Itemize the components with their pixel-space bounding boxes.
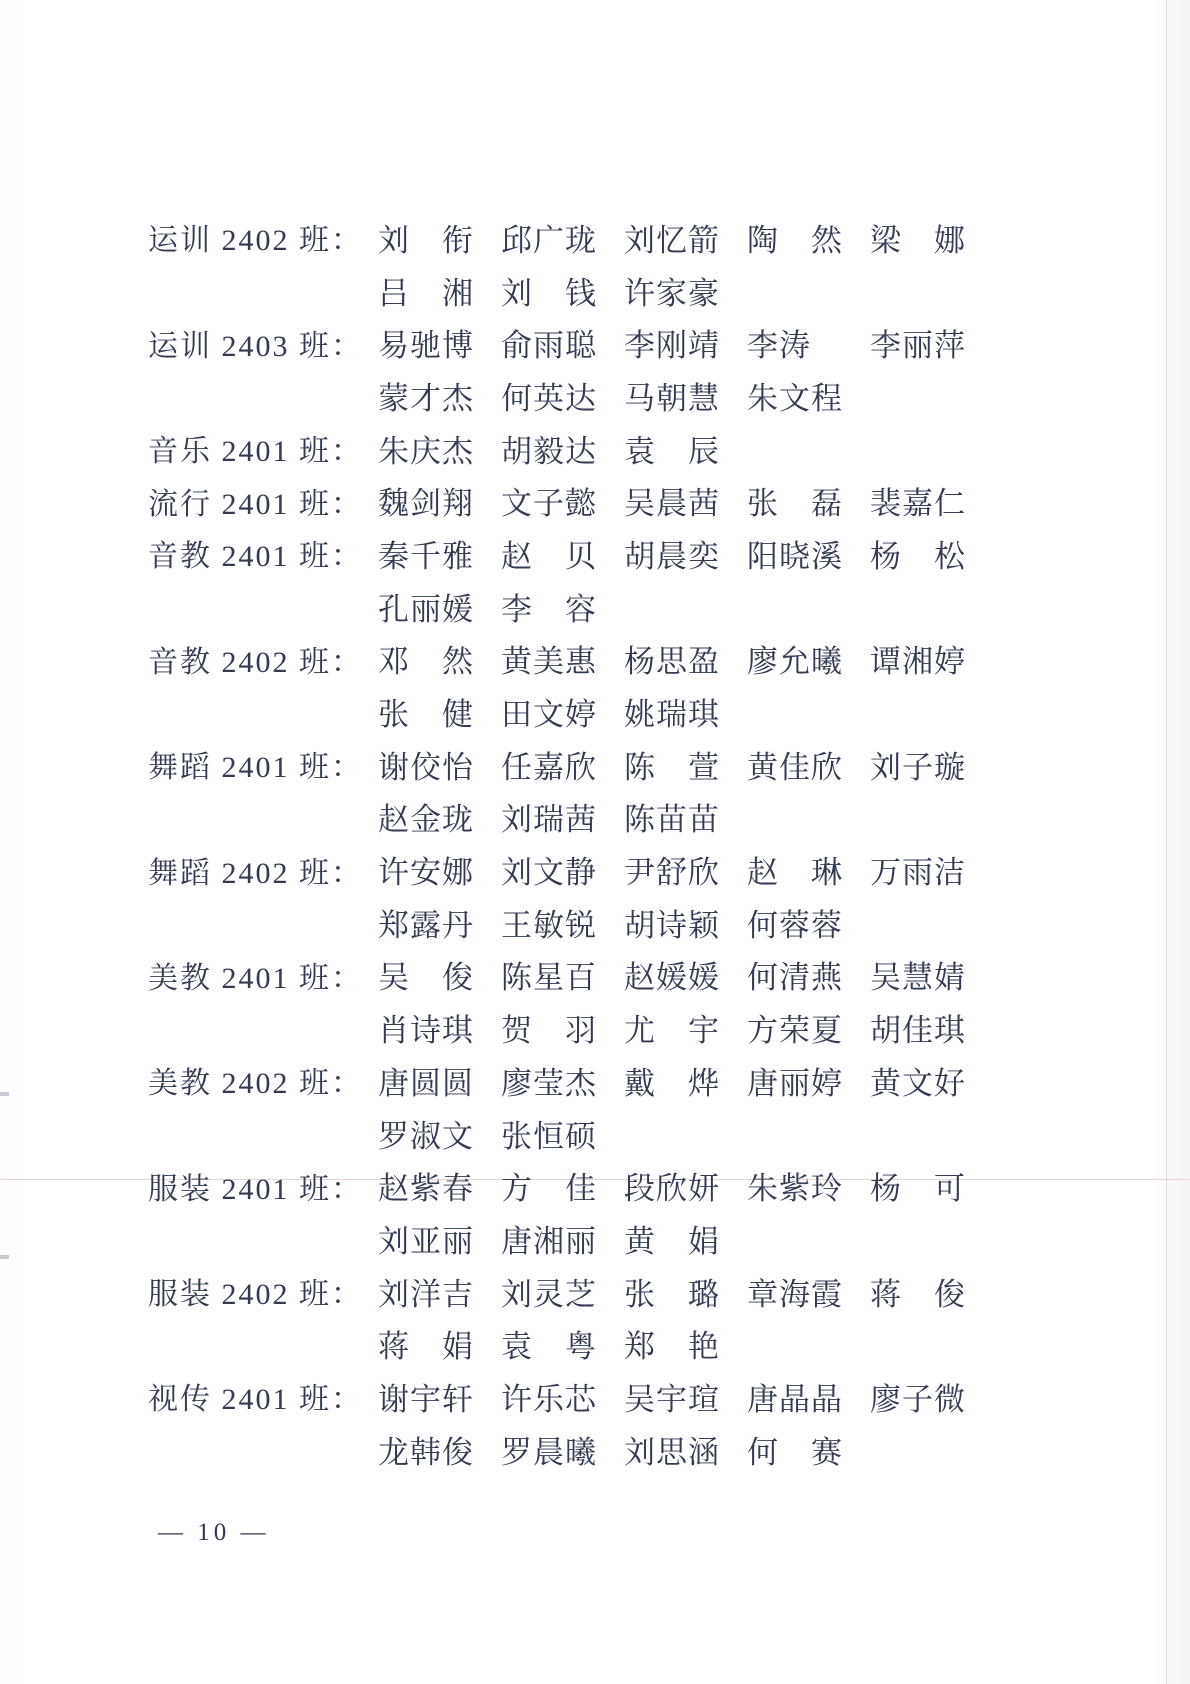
student-name: 唐湘丽 xyxy=(501,1223,597,1259)
student-name: 廖莹杰 xyxy=(501,1065,597,1101)
roster-row xyxy=(0,422,1190,475)
student-name: 李丽萍 xyxy=(870,328,966,364)
roster-row xyxy=(0,1001,1190,1054)
student-names-line xyxy=(378,478,993,523)
student-name: 陈 萱 xyxy=(624,749,720,785)
student-name: 吕 湘 xyxy=(378,275,474,311)
student-name: 刘灵芝 xyxy=(501,1276,597,1312)
class-label: 流行 2401 班： xyxy=(148,487,363,521)
roster-row xyxy=(0,1317,1190,1370)
roster-row xyxy=(0,1212,1190,1265)
roster-row xyxy=(0,369,1190,422)
student-names-line xyxy=(378,1374,993,1419)
student-name: 李涛 xyxy=(747,328,811,364)
student-name: 俞雨聪 xyxy=(501,328,597,364)
student-name: 姚瑞琪 xyxy=(624,697,720,733)
student-name: 许乐芯 xyxy=(501,1381,597,1417)
student-name: 杨 可 xyxy=(870,1171,966,1207)
student-names-line xyxy=(378,1427,870,1472)
student-name: 赵媛媛 xyxy=(624,960,720,996)
student-names-line xyxy=(378,847,993,892)
student-names-line xyxy=(378,794,747,839)
roster-row xyxy=(0,843,1190,896)
roster-row xyxy=(0,211,1190,264)
student-names-line xyxy=(378,373,870,418)
class-label: 运训 2403 班： xyxy=(148,329,363,363)
roster-row xyxy=(0,896,1190,949)
student-name: 刘文静 xyxy=(501,855,597,891)
student-names-line xyxy=(378,1058,993,1103)
student-name: 贺 羽 xyxy=(501,1013,597,1049)
student-name: 刘 衔 xyxy=(378,222,474,258)
student-name: 邓 然 xyxy=(378,644,474,680)
student-name: 方荣夏 xyxy=(747,1013,843,1049)
student-name: 朱文程 xyxy=(747,380,843,416)
class-label: 服装 2401 班： xyxy=(148,1172,363,1206)
student-names-line xyxy=(378,320,993,365)
student-name: 刘思涵 xyxy=(624,1434,720,1470)
roster-row xyxy=(0,580,1190,633)
student-name: 梁 娜 xyxy=(870,222,966,258)
student-names-line xyxy=(378,1269,993,1314)
student-name: 吴晨茜 xyxy=(624,486,720,522)
roster-row xyxy=(0,1265,1190,1318)
student-name: 易驰博 xyxy=(378,328,474,364)
student-name: 陈星百 xyxy=(501,960,597,996)
student-name: 吴慧婧 xyxy=(870,960,966,996)
student-name: 秦千雅 xyxy=(378,538,474,574)
class-label: 运训 2402 班： xyxy=(148,224,363,258)
student-name: 裴嘉仁 xyxy=(870,486,966,522)
student-name: 赵 琳 xyxy=(747,855,843,891)
student-name: 赵紫春 xyxy=(378,1171,474,1207)
student-name: 田文婷 xyxy=(501,697,597,733)
student-name: 张 璐 xyxy=(624,1276,720,1312)
student-name: 罗淑文 xyxy=(378,1118,474,1154)
student-name: 蒙才杰 xyxy=(378,380,474,416)
student-name: 陈苗苗 xyxy=(624,802,720,838)
student-name: 尹舒欣 xyxy=(624,855,720,891)
student-name: 廖允曦 xyxy=(747,644,843,680)
student-name: 刘子璇 xyxy=(870,749,966,785)
student-name: 黄美惠 xyxy=(501,644,597,680)
student-roster-list xyxy=(0,211,1190,1476)
student-name: 戴 烨 xyxy=(624,1065,720,1101)
student-name: 蒋 娟 xyxy=(378,1329,474,1365)
student-names-line xyxy=(378,531,993,576)
roster-row xyxy=(0,791,1190,844)
student-name: 胡佳琪 xyxy=(870,1013,966,1049)
student-names-line xyxy=(378,426,747,471)
student-names-line xyxy=(378,1111,624,1156)
student-name: 廖子微 xyxy=(870,1381,966,1417)
class-label: 音教 2402 班： xyxy=(148,645,363,679)
class-label: 服装 2402 班： xyxy=(148,1278,363,1312)
student-name: 何英达 xyxy=(501,380,597,416)
roster-row xyxy=(0,1423,1190,1476)
student-name: 黄 娟 xyxy=(624,1223,720,1259)
student-name: 赵金珑 xyxy=(378,802,474,838)
student-names-line xyxy=(378,636,993,681)
student-name: 马朝慧 xyxy=(624,380,720,416)
student-name: 杨 松 xyxy=(870,538,966,574)
student-name: 肖诗琪 xyxy=(378,1013,474,1049)
student-name: 李 容 xyxy=(501,591,597,627)
student-name: 刘瑞茜 xyxy=(501,802,597,838)
student-name: 许安娜 xyxy=(378,855,474,891)
student-name: 段欣妍 xyxy=(624,1171,720,1207)
student-name: 胡毅达 xyxy=(501,433,597,469)
student-name: 刘洋吉 xyxy=(378,1276,474,1312)
student-name: 孔丽媛 xyxy=(378,591,474,627)
roster-row xyxy=(0,316,1190,369)
page-number: — 10 — xyxy=(158,1519,270,1546)
student-name: 龙韩俊 xyxy=(378,1434,474,1470)
student-name: 张恒硕 xyxy=(501,1118,597,1154)
student-name: 文子懿 xyxy=(501,486,597,522)
student-names-line xyxy=(378,900,870,945)
student-name: 魏剑翔 xyxy=(378,486,474,522)
student-name: 袁 辰 xyxy=(624,433,720,469)
student-name: 邱广珑 xyxy=(501,222,597,258)
student-name: 杨思盈 xyxy=(624,644,720,680)
roster-row xyxy=(0,685,1190,738)
student-name: 唐丽婷 xyxy=(747,1065,843,1101)
student-names-line xyxy=(378,1321,747,1366)
student-name: 何 赛 xyxy=(747,1434,843,1470)
student-name: 刘亚丽 xyxy=(378,1223,474,1259)
student-name: 黄佳欣 xyxy=(747,749,843,785)
roster-row xyxy=(0,264,1190,317)
student-name: 唐晶晶 xyxy=(747,1381,843,1417)
student-name: 郑 艳 xyxy=(624,1329,720,1365)
student-names-line xyxy=(378,689,747,734)
student-name: 吴宇瑄 xyxy=(624,1381,720,1417)
student-names-line xyxy=(378,268,747,313)
class-label: 音乐 2401 班： xyxy=(148,435,363,469)
roster-row xyxy=(0,1107,1190,1160)
roster-row xyxy=(0,474,1190,527)
student-names-line xyxy=(378,952,993,997)
student-name: 吴 俊 xyxy=(378,960,474,996)
roster-row xyxy=(0,738,1190,791)
student-name: 谢宇轩 xyxy=(378,1381,474,1417)
roster-row xyxy=(0,1054,1190,1107)
student-name: 唐圆圆 xyxy=(378,1065,474,1101)
student-name: 蒋 俊 xyxy=(870,1276,966,1312)
student-name: 胡晨奕 xyxy=(624,538,720,574)
roster-row xyxy=(0,949,1190,1002)
student-name: 刘 钱 xyxy=(501,275,597,311)
roster-row xyxy=(0,1159,1190,1212)
student-names-line xyxy=(378,1216,747,1261)
student-name: 张 健 xyxy=(378,697,474,733)
student-name: 何清燕 xyxy=(747,960,843,996)
student-name: 罗晨曦 xyxy=(501,1434,597,1470)
roster-row xyxy=(0,1370,1190,1423)
class-label: 美教 2402 班： xyxy=(148,1067,363,1101)
student-name: 万雨洁 xyxy=(870,855,966,891)
student-names-line xyxy=(378,584,624,629)
student-name: 黄文好 xyxy=(870,1065,966,1101)
student-name: 陶 然 xyxy=(747,222,843,258)
student-name: 胡诗颖 xyxy=(624,907,720,943)
student-name: 王敏锐 xyxy=(501,907,597,943)
class-label: 舞蹈 2401 班： xyxy=(148,751,363,785)
student-name: 朱紫玲 xyxy=(747,1171,843,1207)
class-label: 视传 2401 班： xyxy=(148,1383,363,1417)
student-name: 尤 宇 xyxy=(624,1013,720,1049)
student-name: 何蓉蓉 xyxy=(747,907,843,943)
student-name: 袁 粤 xyxy=(501,1329,597,1365)
student-name: 赵 贝 xyxy=(501,538,597,574)
student-name: 阳晓溪 xyxy=(747,538,843,574)
student-name: 朱庆杰 xyxy=(378,433,474,469)
student-name: 章海霞 xyxy=(747,1276,843,1312)
student-name: 李刚靖 xyxy=(624,328,720,364)
class-label: 音教 2401 班： xyxy=(148,540,363,574)
class-label: 舞蹈 2402 班： xyxy=(148,856,363,890)
roster-row xyxy=(0,527,1190,580)
student-name: 刘忆箭 xyxy=(624,222,720,258)
class-label: 美教 2401 班： xyxy=(148,961,363,995)
student-name: 郑露丹 xyxy=(378,907,474,943)
student-names-line xyxy=(378,1163,993,1208)
student-name: 许家豪 xyxy=(624,275,720,311)
student-name: 谭湘婷 xyxy=(870,644,966,680)
student-names-line xyxy=(378,742,993,787)
student-names-line xyxy=(378,1005,993,1050)
roster-row xyxy=(0,633,1190,686)
student-name: 张 磊 xyxy=(747,486,843,522)
student-names-line xyxy=(378,215,993,260)
student-name: 谢佼怡 xyxy=(378,749,474,785)
student-name: 任嘉欣 xyxy=(501,749,597,785)
student-name: 方 佳 xyxy=(501,1171,597,1207)
